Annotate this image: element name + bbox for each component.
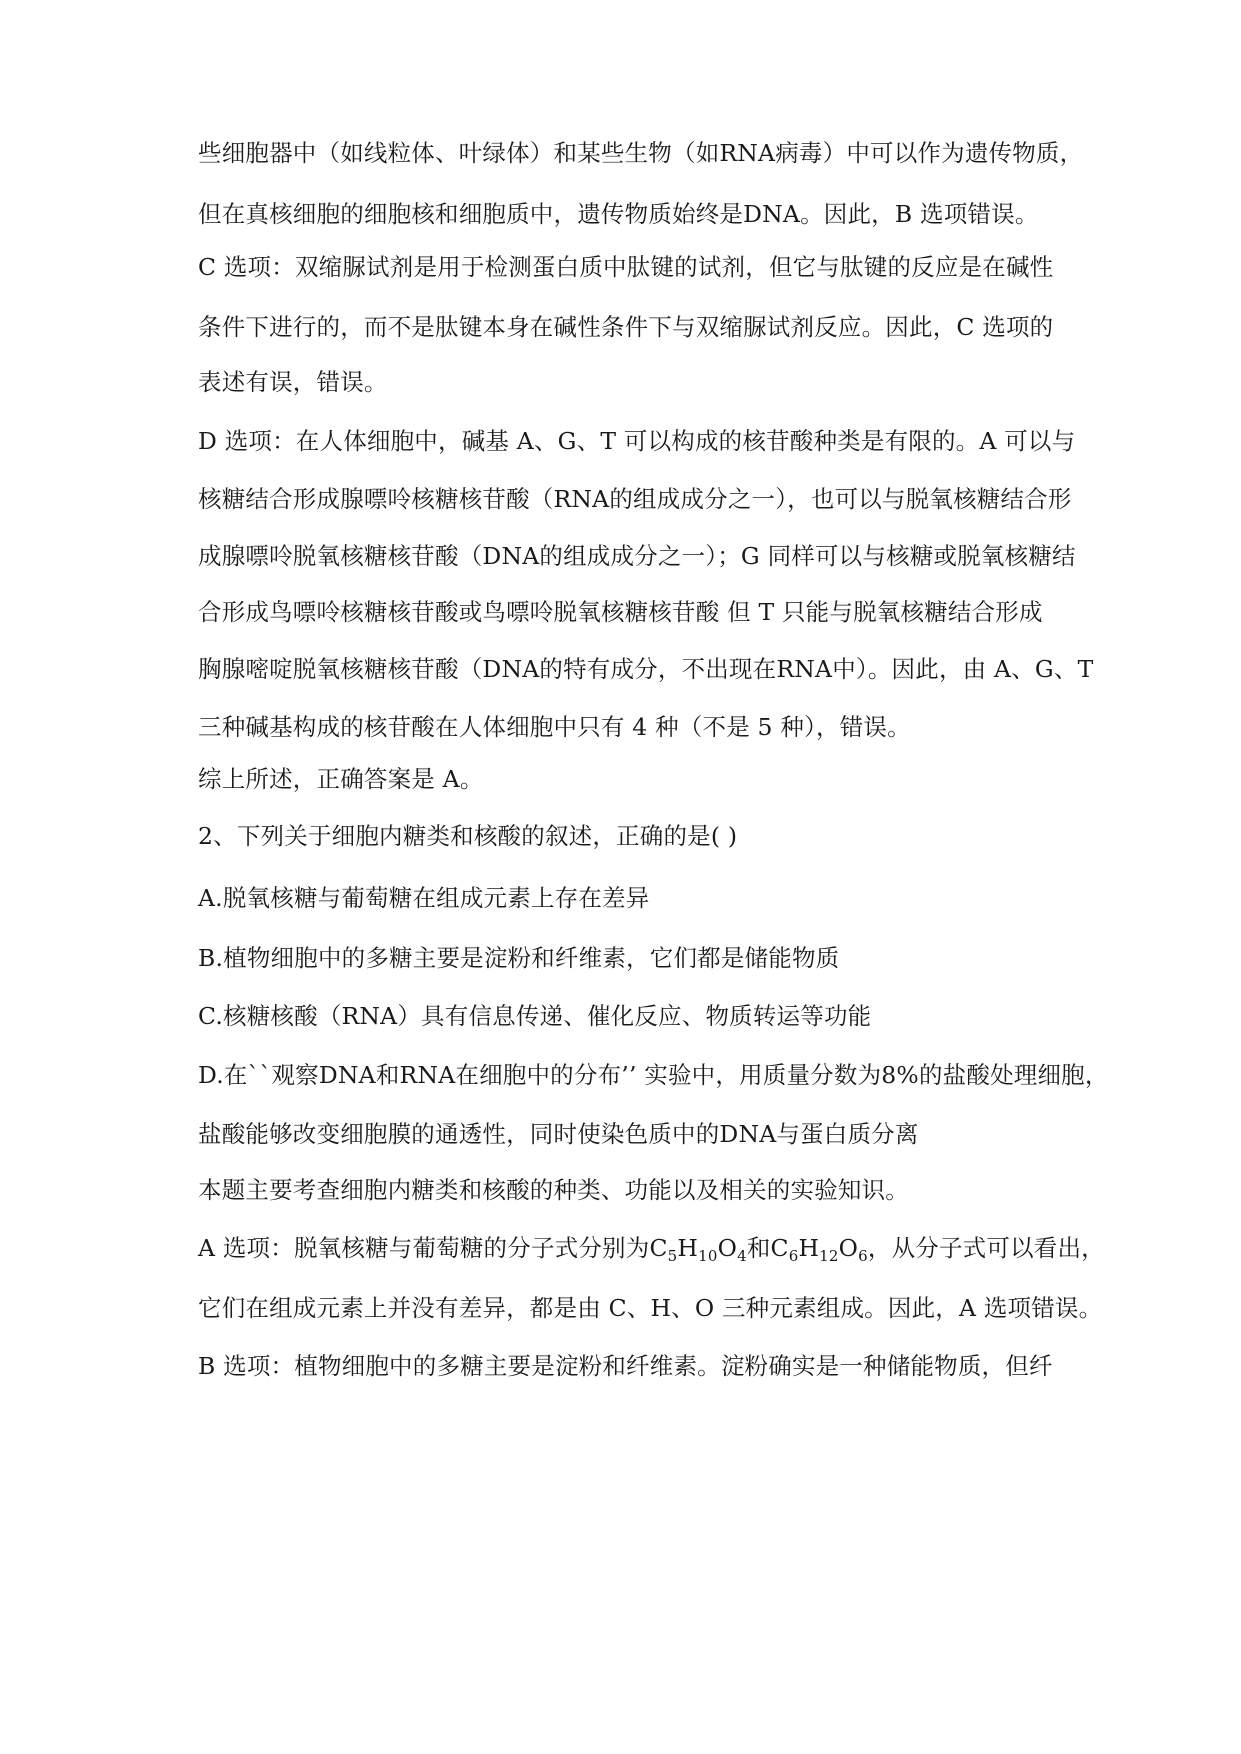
element-symbol: C	[770, 1234, 789, 1262]
subscript: 6	[858, 1247, 868, 1265]
text-line: 些细胞器中（如线粒体、叶绿体）和某些生物（如RNA病毒）中可以作为遗传物质，	[198, 139, 1084, 167]
option-d-continued: 盐酸能够改变细胞膜的通透性，同时使染色质中的DNA与蛋白质分离	[198, 1120, 919, 1148]
text-line: 条件下进行的，而不是肽键本身在碱性条件下与双缩脲试剂反应。因此，C 选项的	[198, 313, 1054, 341]
text-line: 综上所述，正确答案是 A。	[198, 765, 484, 793]
question-stem: 2、下列关于细胞内糖类和核酸的叙述，正确的是( )	[198, 822, 738, 850]
text-line: 它们在组成元素上并没有差异，都是由 C、H、O 三种元素组成。因此，A 选项错误。	[198, 1294, 1103, 1322]
text-line: 合形成鸟嘌呤核糖核苷酸或鸟嘌呤脱氧核糖核苷酸 但 T 只能与脱氧核糖结合形成	[198, 598, 1043, 626]
text-line: 成腺嘌呤脱氧核糖核苷酸（DNA的组成成分之一）；G 同样可以与核糖或脱氧核糖结	[198, 542, 1076, 570]
text-line: D 选项：在人体细胞中，碱基 A、G、T 可以构成的核苷酸种类是有限的。A 可以与	[198, 427, 1076, 455]
element-symbol: H	[798, 1234, 820, 1262]
text-line: 核糖结合形成腺嘌呤核糖核苷酸（RNA的组成成分之一），也可以与脱氧核糖结合形	[198, 485, 1072, 513]
formula-joiner: 和	[746, 1234, 771, 1262]
option-b: B.植物细胞中的多糖主要是淀粉和纤维素，它们都是储能物质	[198, 944, 840, 972]
text-line: 但在真核细胞的细胞核和细胞质中，遗传物质始终是DNA。因此，B 选项错误。	[198, 200, 1039, 228]
subscript: 5	[667, 1247, 678, 1265]
formula-line	[198, 1232, 1105, 1265]
formula-suffix: ，从分子式可以看出，	[867, 1234, 1105, 1262]
element-symbol: O	[838, 1234, 859, 1262]
element-symbol: O	[717, 1234, 738, 1262]
subscript: 4	[737, 1247, 747, 1265]
subscript: 12	[819, 1247, 839, 1265]
option-c: C.核糖核酸（RNA）具有信息传递、催化反应、物质转运等功能	[198, 1002, 872, 1030]
subscript: 10	[698, 1247, 718, 1265]
option-a: A.脱氧核糖与葡萄糖在组成元素上存在差异	[198, 884, 650, 912]
element-symbol: C	[649, 1234, 668, 1262]
text-line: B 选项：植物细胞中的多糖主要是淀粉和纤维素。淀粉确实是一种储能物质，但纤	[198, 1352, 1053, 1380]
text-line: 三种碱基构成的核苷酸在人体细胞中只有 4 种（不是 5 种），错误。	[198, 713, 911, 741]
text-line: 本题主要考查细胞内糖类和核酸的种类、功能以及相关的实验知识。	[198, 1176, 909, 1204]
element-symbol: H	[677, 1234, 699, 1262]
text-line: C 选项：双缩脲试剂是用于检测蛋白质中肽键的试剂，但它与肽键的反应是在碱性	[198, 253, 1054, 281]
formula-prefix: A 选项：脱氧核糖与葡萄糖的分子式分别为	[198, 1234, 650, 1262]
option-d: D.在``观察DNA和RNA在细胞中的分布’’ 实验中，用质量分数为8%的盐酸处理细胞，	[198, 1061, 1109, 1089]
text-line: 胸腺嘧啶脱氧核糖核苷酸（DNA的特有成分，不出现在RNA中）。因此，由 A、G、T	[198, 655, 1094, 683]
subscript: 6	[788, 1247, 799, 1265]
text-line: 表述有误，错误。	[198, 368, 388, 396]
